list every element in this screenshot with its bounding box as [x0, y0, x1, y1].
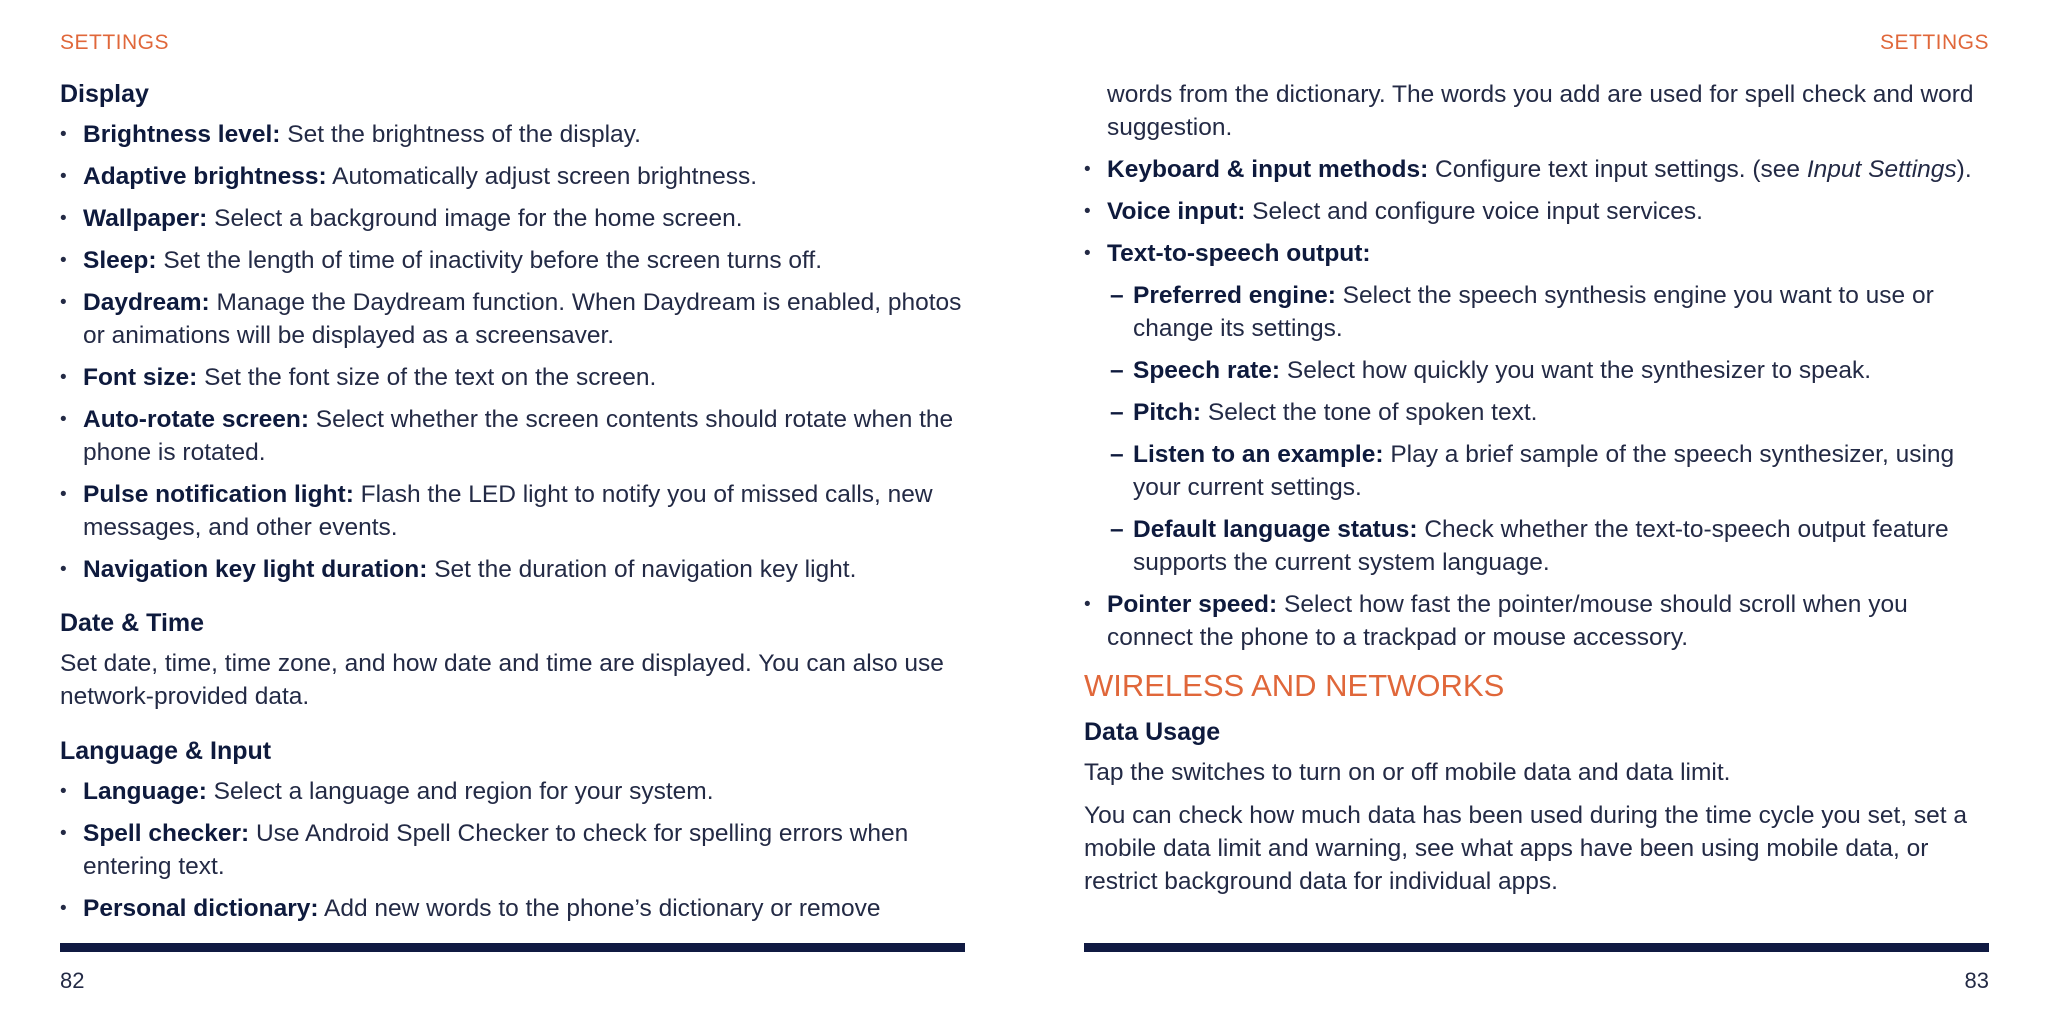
list-item: • Sleep: Set the length of time of inactivity before the screen turns off. [60, 244, 965, 277]
bullet-icon: • [60, 250, 67, 271]
spacer [60, 595, 965, 607]
sub-list-item: – Default language status: Check whether the text-to-speech output feature supports the current system language. [1084, 513, 1989, 579]
list-item: • Spell checker: Use Android Spell Checker to check for spelling errors when entering text. [60, 817, 965, 883]
bullet-icon: • [1084, 243, 1091, 264]
display-list [60, 118, 965, 586]
dash-icon: – [1110, 516, 1124, 543]
bullet-icon: • [1084, 159, 1091, 180]
bullet-icon: • [60, 898, 67, 919]
footer-rule [60, 943, 965, 952]
bullet-icon: • [60, 166, 67, 187]
dash-icon: – [1110, 282, 1124, 309]
list-item: • Daydream: Manage the Daydream function. When Daydream is enabled, photos or animations will be displayed as a screensaver. [60, 286, 965, 352]
page-number: 83 [1964, 968, 1989, 993]
list-item: • Voice input: Select and configure voice input services. [1084, 195, 1989, 228]
list-item: • Pointer speed: Select how fast the pointer/mouse should scroll when you connect the phone to a trackpad or mouse accessory. [1084, 588, 1989, 654]
sub-list-item: – Speech rate: Select how quickly you want the synthesizer to speak. [1084, 354, 1989, 387]
right-content [1084, 78, 1989, 908]
data-usage-para-1: Tap the switches to turn on or off mobile data and data limit. [1084, 759, 1731, 786]
list-item: • Navigation key light duration: Set the duration of navigation key light. [60, 553, 965, 586]
list-item: • Pulse notification light: Flash the LED light to notify you of missed calls, new messages, and other events. [60, 478, 965, 544]
bullet-icon: • [60, 781, 67, 802]
sub-list-item: – Pitch: Select the tone of spoken text. [1084, 396, 1989, 429]
bullet-icon: • [60, 823, 67, 844]
continuation-text: words from the dictionary. The words you add are used for spell check and word suggestion. [1107, 81, 1974, 141]
left-content [60, 78, 965, 934]
dash-icon: – [1110, 441, 1124, 468]
bullet-icon: • [60, 124, 67, 145]
bullet-icon: • [1084, 594, 1091, 615]
date-time-heading: Date & Time [60, 609, 205, 637]
display-heading: Display [60, 80, 149, 108]
bullet-icon: • [60, 208, 67, 229]
spacer [60, 723, 965, 735]
footer-rule [1084, 943, 1989, 952]
list-item: • Brightness level: Set the brightness of the display. [60, 118, 965, 151]
bullet-icon: • [60, 559, 67, 580]
page-number: 82 [60, 968, 85, 993]
list-item: • Text-to-speech output: [1084, 237, 1989, 270]
bullet-icon: • [60, 292, 67, 313]
bullet-icon: • [60, 409, 67, 430]
right-page [1084, 0, 1989, 1024]
left-page [60, 0, 965, 1024]
list-item: • Personal dictionary: Add new words to the phone’s dictionary or remove [60, 892, 965, 925]
list-item: • Font size: Set the font size of the text on the screen. [60, 361, 965, 394]
date-time-body: Set date, time, time zone, and how date and time are displayed. You can also use network-provided data. [60, 650, 944, 710]
list-item: • Adaptive brightness: Automatically adjust screen brightness. [60, 160, 965, 193]
running-head: SETTINGS [60, 31, 170, 54]
list-item: • Language: Select a language and region for your system. [60, 775, 965, 808]
tts-sublist [1084, 279, 1989, 579]
bullet-icon: • [60, 367, 67, 388]
wireless-networks-title: WIRELESS AND NETWORKS [1084, 668, 1505, 703]
pointer-list [1084, 588, 1989, 654]
data-usage-heading: Data Usage [1084, 718, 1221, 746]
bullet-icon: • [1084, 201, 1091, 222]
list-item: • Auto-rotate screen: Select whether the screen contents should rotate when the phone is rotated. [60, 403, 965, 469]
sub-list-item: – Preferred engine: Select the speech synthesis engine you want to use or change its settings. [1084, 279, 1989, 345]
language-input-heading: Language & Input [60, 737, 272, 765]
running-head: SETTINGS [1879, 31, 1989, 54]
dash-icon: – [1110, 357, 1124, 384]
data-usage-para-2: You can check how much data has been used during the time cycle you set, set a mobile data limit and warning, see what apps have been using mobile data, or restrict background data for individual apps. [1084, 802, 1967, 895]
list-item: • Keyboard & input methods: Configure text input settings. (see Input Settings). [1084, 153, 1989, 186]
dash-icon: – [1110, 399, 1124, 426]
list-item: • Wallpaper: Select a background image for the home screen. [60, 202, 965, 235]
sub-list-item: – Listen to an example: Play a brief sample of the speech synthesizer, using your current settings. [1084, 438, 1989, 504]
input-settings-list [1084, 153, 1989, 270]
bullet-icon: • [60, 484, 67, 505]
input-settings-reference: Input Settings [1806, 156, 1957, 183]
language-input-list [60, 775, 965, 925]
